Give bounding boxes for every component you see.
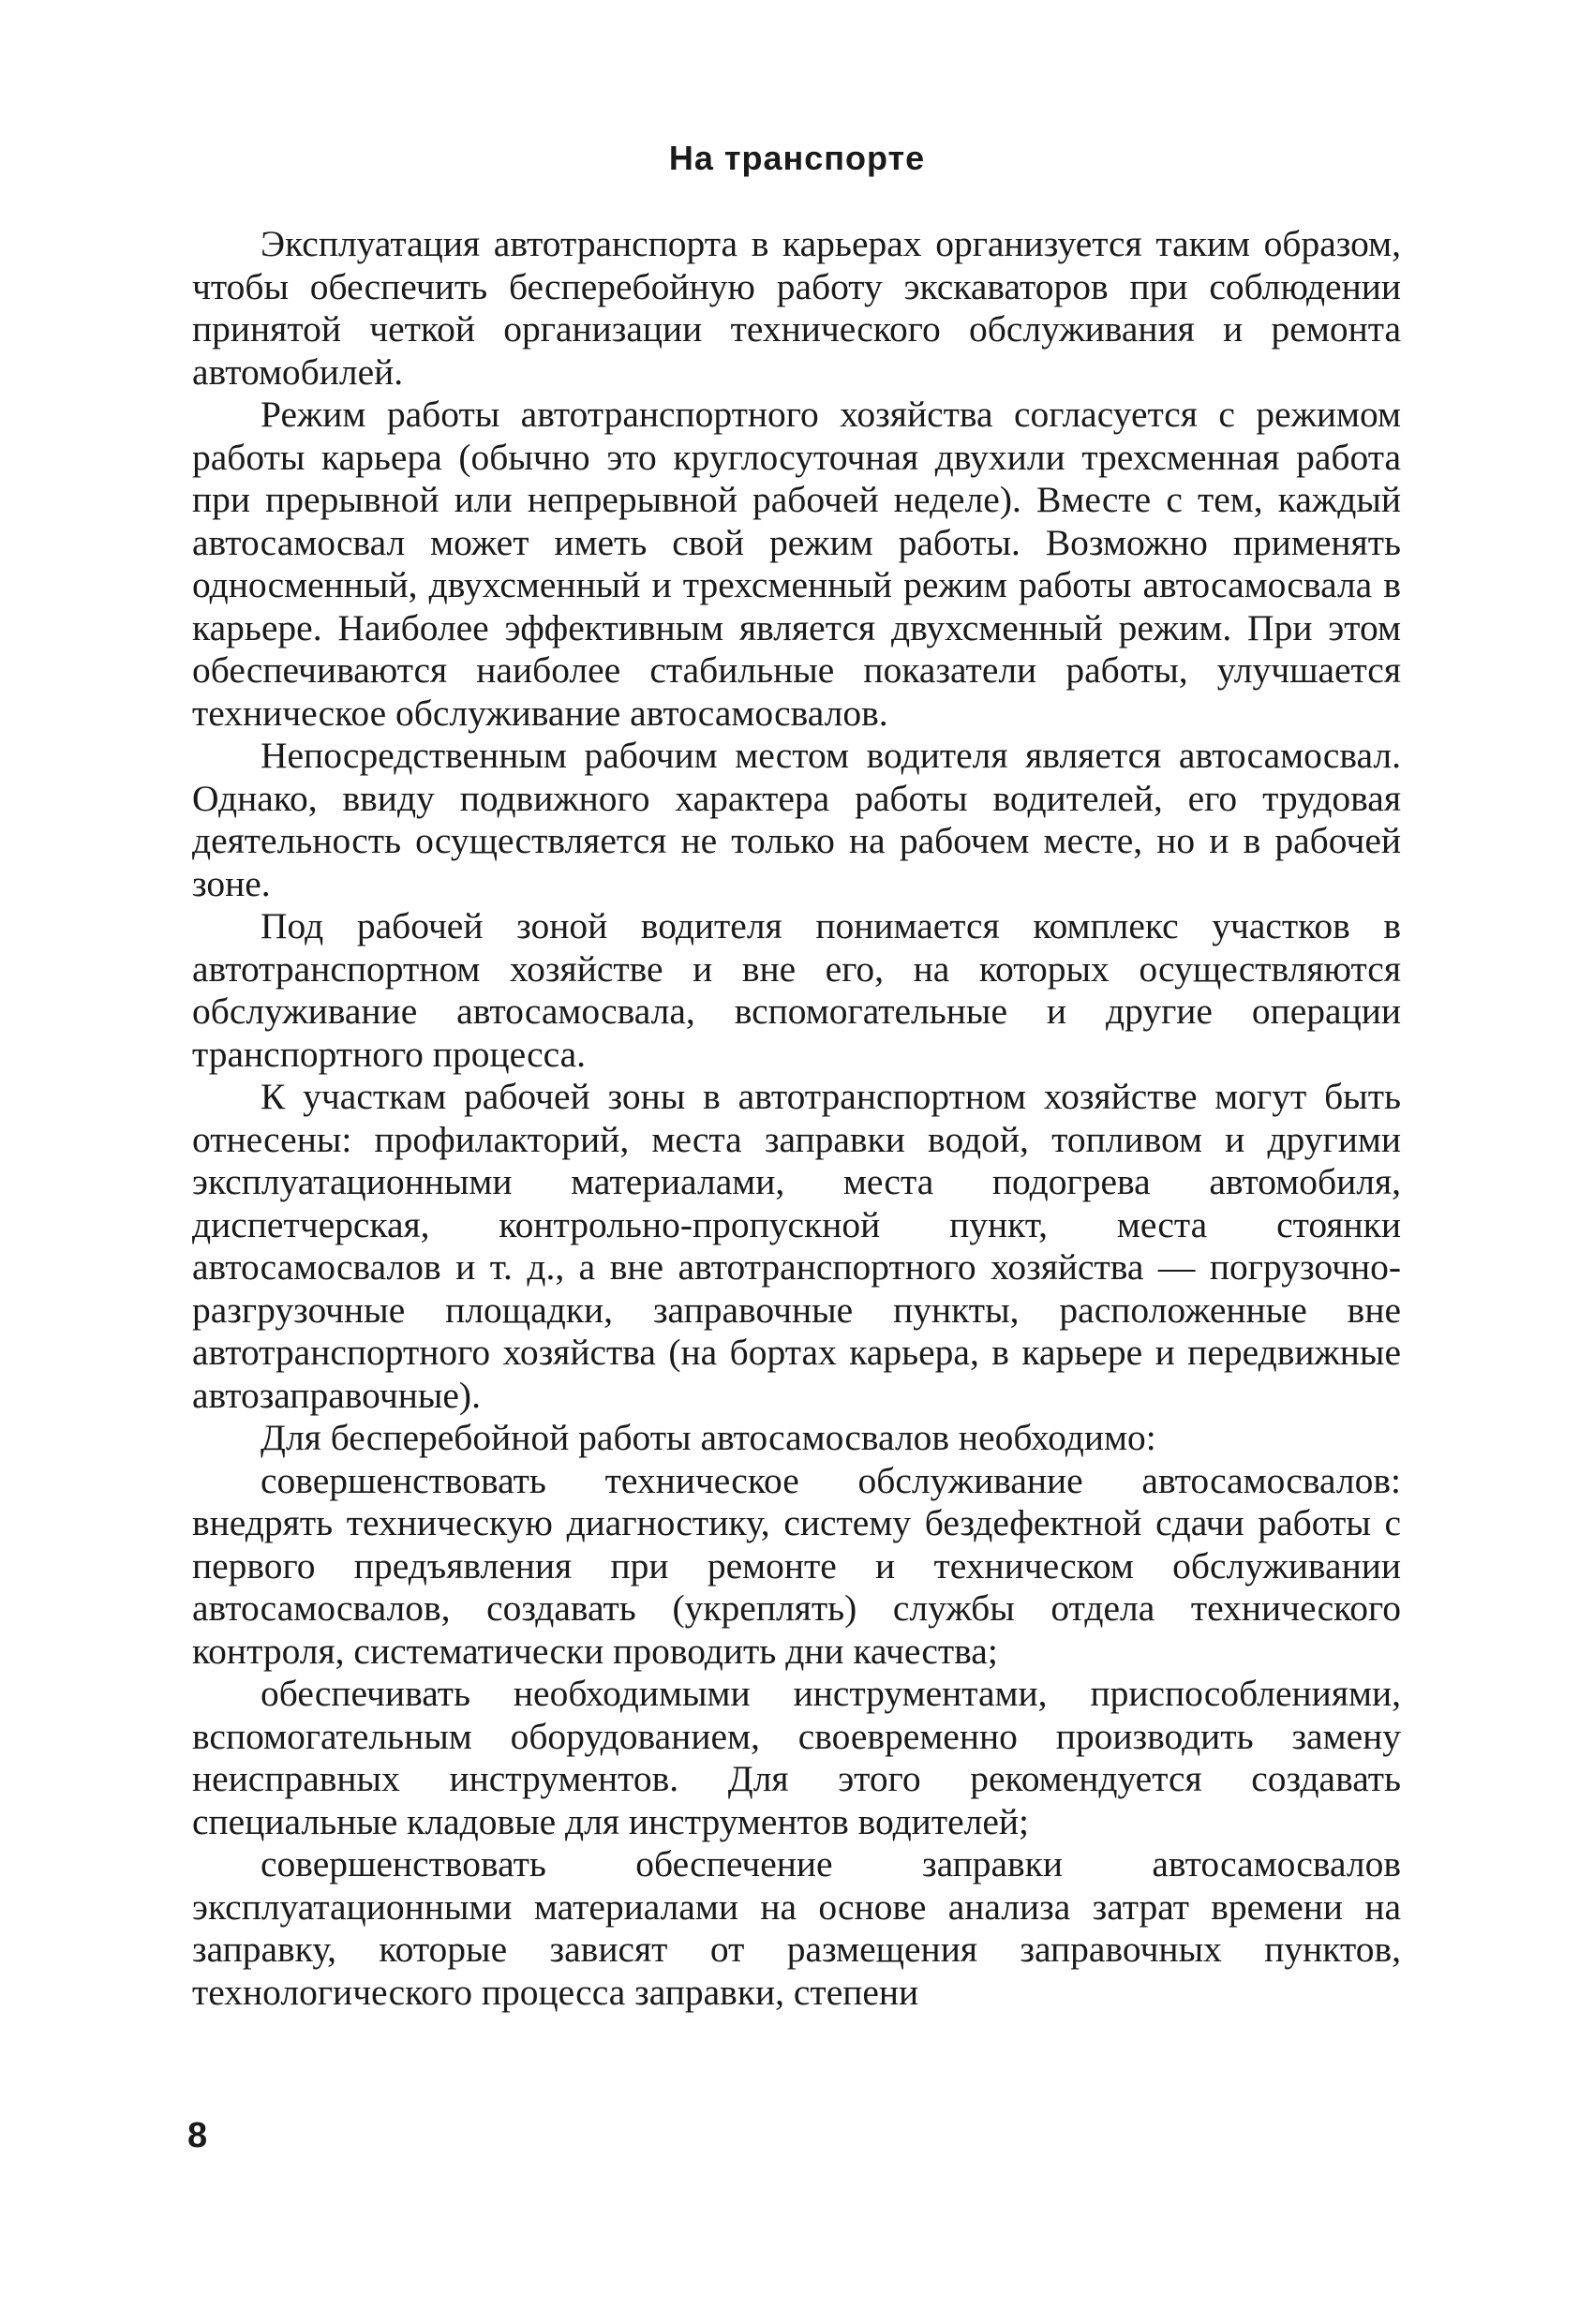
paragraph: Режим работы автотранспортного хозяйства согласуется с режимом работы карьера (обычно это круглосуточная двухили трехсменная работа при прерывной или непрерывной рабочей неделе). Вместе с тем, каждый автосамосвал может иметь свой режим работы. Возможно применять односменный, двухсменный и трехсменный режим работы автосамосвала в карьере. Наиболее эффективным является двухсменный режим. При этом обеспечиваются наиболее стабильные показатели работы, улучшается техническое обслуживание автосамосвалов. — [192, 394, 1401, 734]
paragraph: Под рабочей зоной водителя понимается комплекс участков в автотранспортном хозяйстве и вне его, на которых осуществляются обслуживание автосамосвала, вспомогательные и другие операции транспортного процесса. — [192, 905, 1401, 1075]
paragraph: Непосредственным рабочим местом водителя является автосамосвал. Однако, ввиду подвижного характера работы водителей, его трудовая деятельность осуществляется не только на рабочем месте, но и в рабочей зоне. — [192, 735, 1401, 904]
page-number: 8 — [187, 2116, 208, 2155]
body-text — [192, 223, 1401, 2014]
paragraph: совершенствовать техническое обслуживание автосамосвалов: внедрять техническую диагностику, систему бездефектной сдачи работы с первого предъявления при ремонте и техническом обслуживании автосамосвалов, создавать (укреплять) службы отдела технического контроля, систематически проводить дни качества; — [192, 1459, 1401, 1672]
section-heading: На транспорте — [668, 139, 926, 177]
paragraph: Эксплуатация автотранспорта в карьерах организуется таким образом, чтобы обеспечить бесперебойную работу экскаваторов при соблюдении принятой четкой организации технического обслуживания и ремонта автомобилей. — [192, 223, 1401, 393]
paragraph: Для бесперебойной работы автосамосвалов необходимо: — [261, 1417, 1156, 1458]
paragraph: обеспечивать необходимыми инструментами, приспособлениями, вспомогательным оборудованием, своевременно производить замену неисправных инструментов. Для этого рекомендуется создавать специальные кладовые для инструментов водителей; — [192, 1673, 1401, 1842]
paragraph: К участкам рабочей зоны в автотранспортном хозяйстве могут быть отнесены: профилакторий, места заправки водой, топливом и другими эксплуатационными материалами, места подогрева автомобиля, диспетчерская, контрольно-пропускной пункт, места стоянки автосамосвалов и т. д., а вне автотранспортного хозяйства — погрузочно-разгрузочные площадки, заправочные пункты, расположенные вне автотранспортного хозяйства (на бортах карьера, в карьере и передвижные автозаправочные). — [192, 1076, 1401, 1416]
paragraph: совершенствовать обеспечение заправки автосамосвалов эксплуатационными материалами на основе анализа затрат времени на заправку, которые зависят от размещения заправочных пунктов, технологического процесса заправки, степени — [192, 1843, 1401, 2013]
